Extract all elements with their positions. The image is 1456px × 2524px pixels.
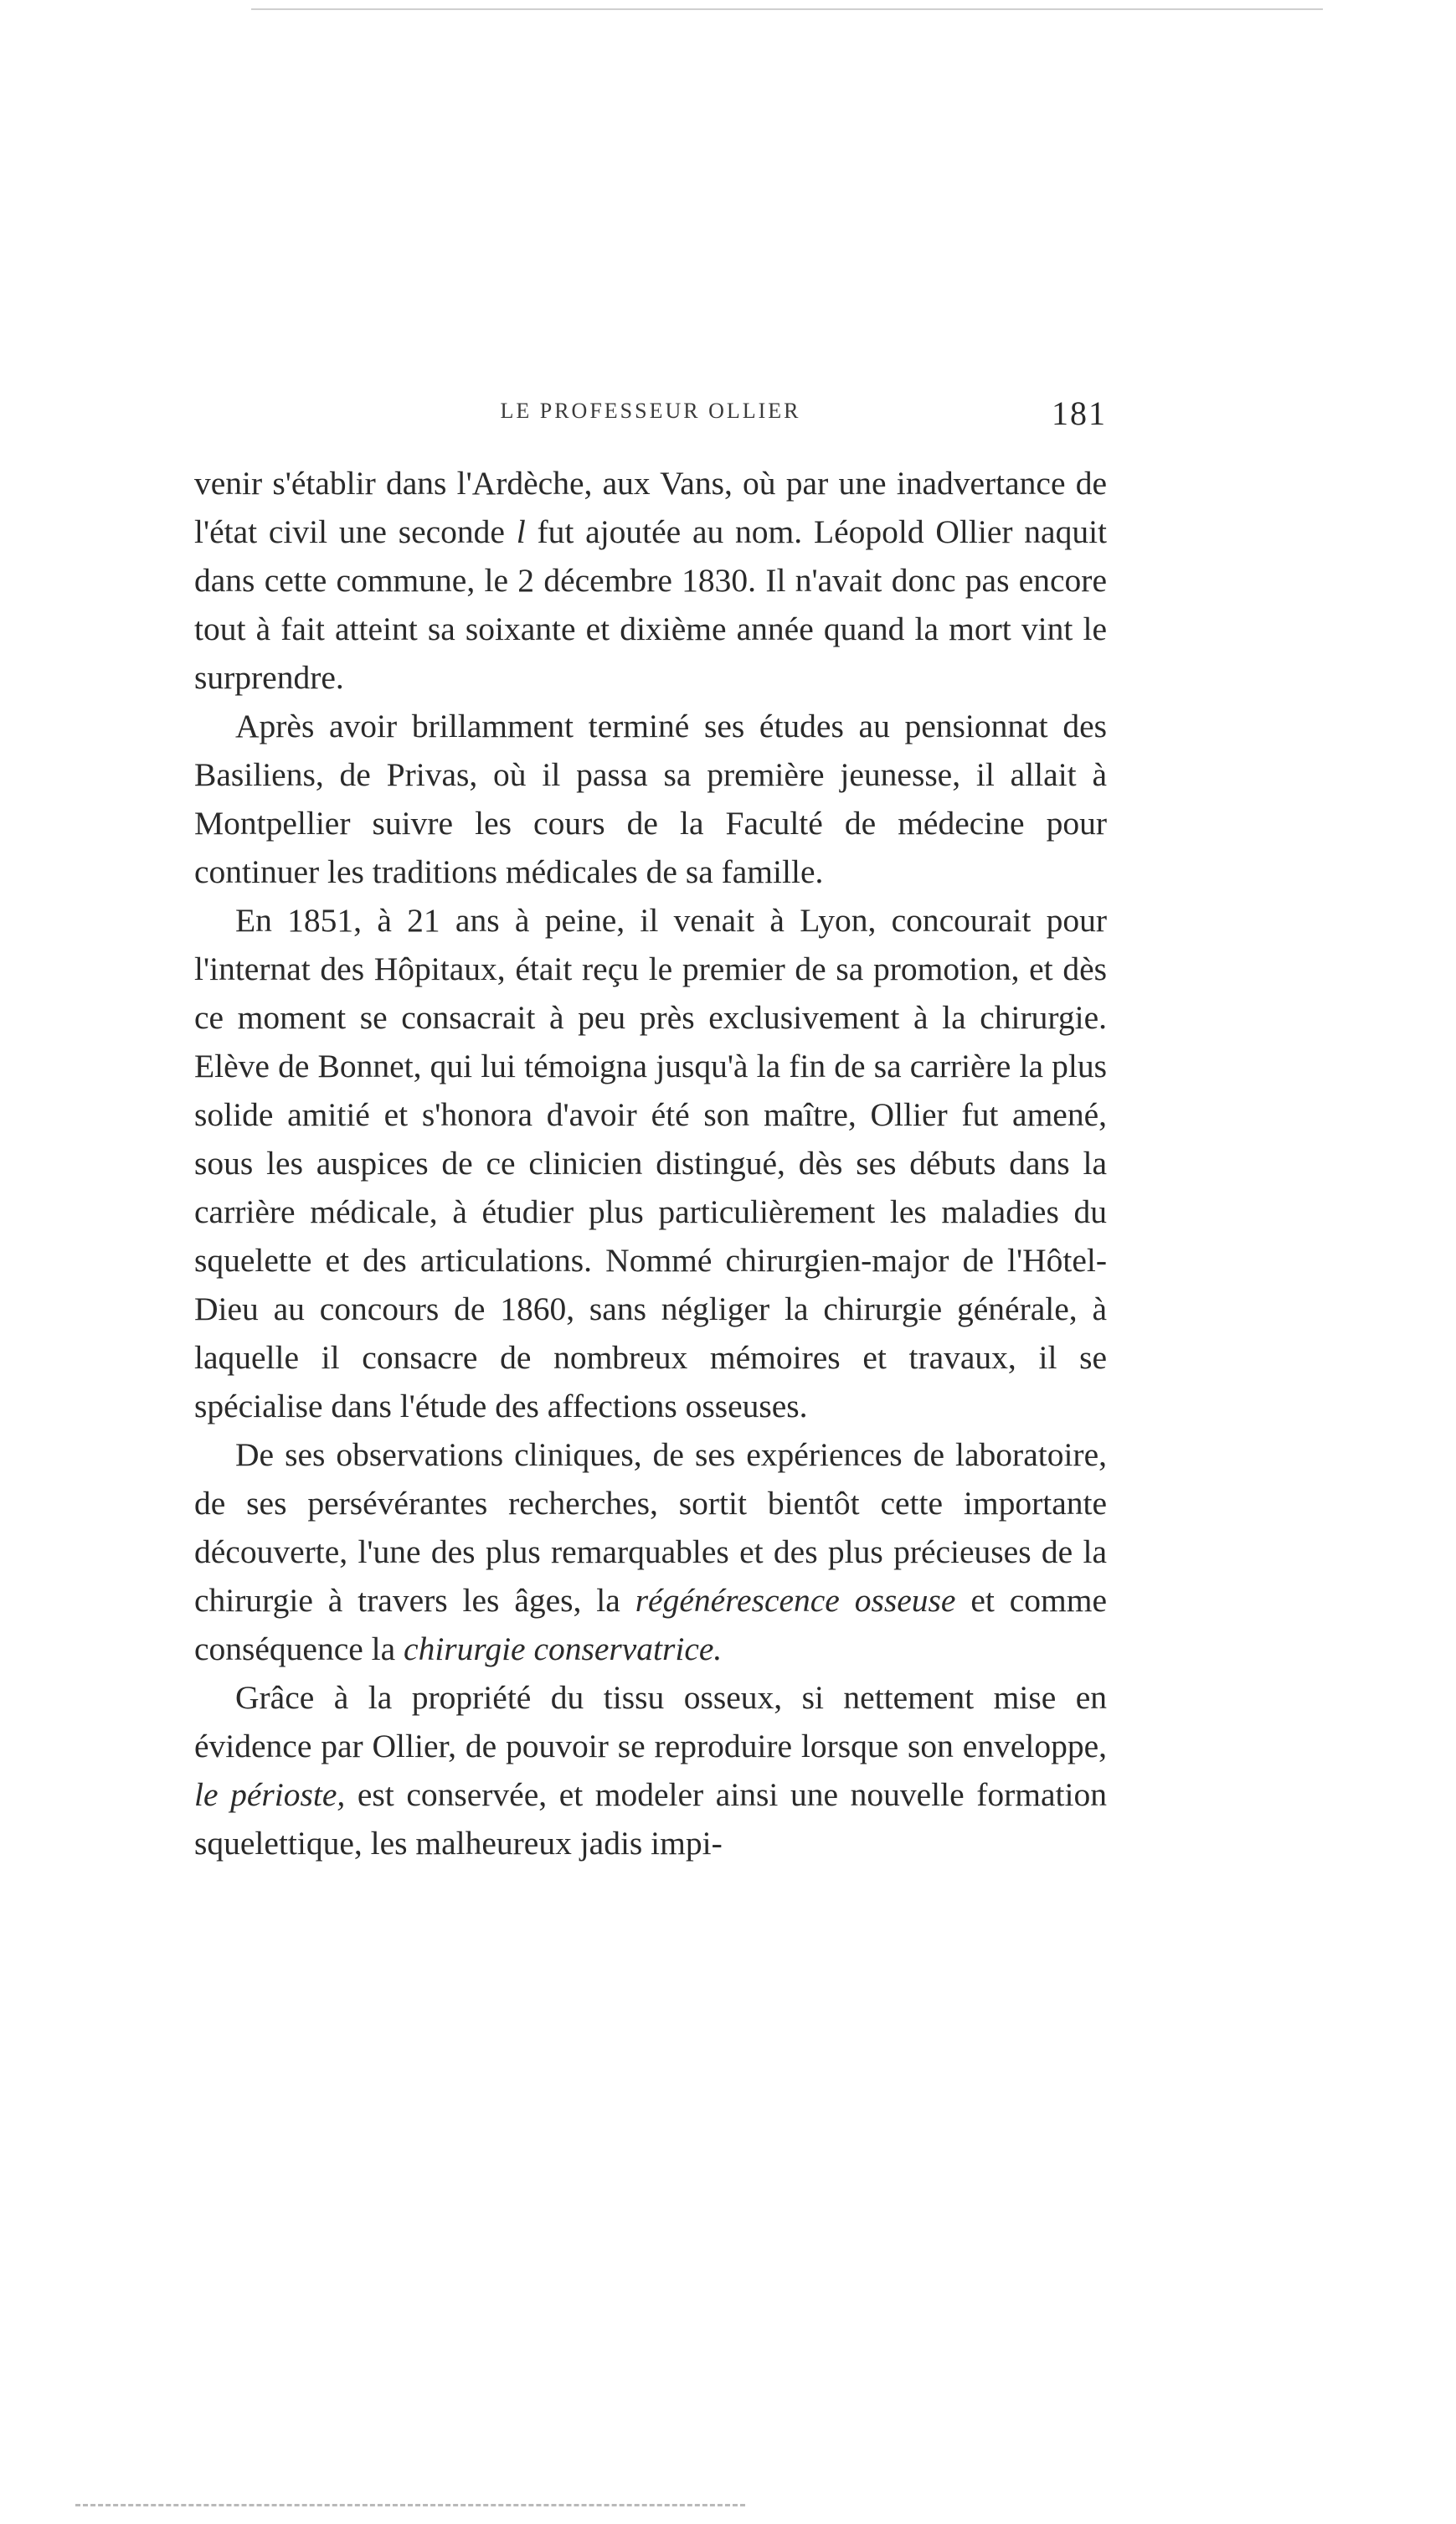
paragraph-4-text-start: De ses observations cliniques, de ses expériences de laboratoire, de ses persévérantes recherches, sortit bientôt cette importante découverte, l'une des plus remarquables et des plus précieuses de la chirurgie à travers les âges, la — [194, 1436, 1107, 1619]
paragraph-1 — [194, 459, 1107, 702]
page-number: 181 — [1052, 394, 1107, 432]
paragraph-2: Après avoir brillamment terminé ses études au pensionnat des Basiliens, de Privas, où il passa sa première jeunesse, il allait à Montpellier suivre les cours de la Faculté de médecine pour continuer les traditions médicales de sa famille. — [194, 708, 1107, 890]
paragraph-5 — [194, 1673, 1107, 1867]
paragraph-5-text-end: est conservée, et modeler ainsi une nouvelle formation squelettique, les malheureux jadis impi- — [194, 1776, 1108, 1862]
paragraph-5-text-start: Grâce à la propriété du tissu osseux, si nettement mise en évidence par Ollier, de pouvoir se reproduire lorsque son enveloppe, — [194, 1679, 1107, 1764]
paragraph-4-italic-term-2: chirurgie conservatrice. — [404, 1630, 723, 1667]
paragraph-1-text: venir s'établir dans l'Ardèche, aux Vans, où par une inadvertance de l'état civil une seconde — [194, 465, 1107, 550]
paragraph-1-italic-letter: l — [516, 513, 526, 550]
paragraph-4-text-mid: et comme conséquence la — [194, 1582, 1107, 1667]
paragraph-3: En 1851, à 21 ans à peine, il venait à Lyon, concourait pour l'internat des Hôpitaux, était reçu le premier de sa promotion, et dès ce moment se consacrait à peu près exclusivement à la chirurgie. Elève de Bonnet, qui lui témoigna jusqu'à la fin de sa carrière la plus solide amitié et s'honora d'avoir été son maître, Ollier fut amené, sous les auspices de ce clinicien distingué, dès ses débuts dans la carrière médicale, à étudier plus particulièrement les maladies du squelette et des articulations. Nommé chirurgien-major de l'Hôtel-Dieu au concours de 1860, sans négliger la chirurgie générale, à laquelle il consacre de nombreux mémoires et travaux, il se spécialise dans l'étude des affections osseuses. — [194, 902, 1107, 1424]
running-title: LE PROFESSEUR OLLIER — [500, 399, 801, 423]
paragraph-5-italic-term: le périoste, — [194, 1776, 346, 1813]
paragraph-4 — [194, 1430, 1107, 1673]
top-scan-rule — [251, 8, 1323, 10]
bottom-scan-rule — [75, 2504, 745, 2506]
body-text — [194, 459, 1107, 1867]
page-header — [194, 394, 1107, 434]
paragraph-4-italic-term-1: régénérescence osseuse — [635, 1582, 956, 1619]
paragraph-1-text-end: fut ajoutée au nom. Léopold Ollier naquit dans cette commune, le 2 décembre 1830. Il n'avait donc pas encore tout à fait atteint sa soixante et dixième année quand la mort vint le surprendre. — [194, 513, 1108, 696]
